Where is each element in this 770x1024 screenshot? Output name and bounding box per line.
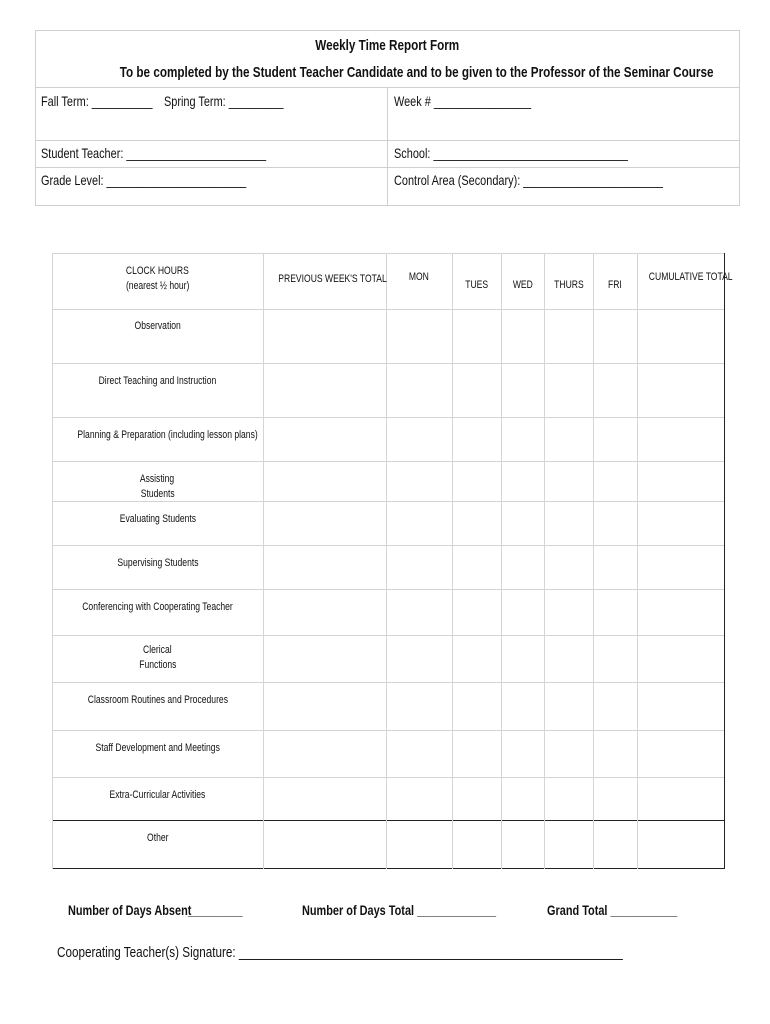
student-teacher-field[interactable]: Student Teacher: _______________________ <box>41 145 267 161</box>
clock-hours-table <box>52 253 733 869</box>
row-label-conferencing: Conferencing with Cooperating Teacher <box>82 601 233 613</box>
row-label-supervising: Supervising Students <box>116 557 199 569</box>
days-absent-label: Number of Days Absent <box>68 902 192 918</box>
table-border-bottom <box>52 868 725 869</box>
row-label-assisting: Assisting Students <box>140 473 175 500</box>
header-mon: MON <box>408 271 430 283</box>
form-title: Weekly Time Report Form <box>315 37 460 54</box>
header-wed: WED <box>512 279 533 291</box>
days-absent-field[interactable]: _________ <box>188 902 243 918</box>
school-field[interactable]: School: ________________________________ <box>394 145 628 161</box>
week-number-field[interactable]: Week # ________________ <box>394 93 532 109</box>
cooperating-teacher-signature-field[interactable]: Cooperating Teacher(s) Signature: ___________________________________________________________ <box>57 944 623 961</box>
row-label-planning: Planning & Preparation (including lesson plans) <box>77 429 258 441</box>
form-subtitle: To be completed by the Student Teacher Candidate and to be given to the Professor of the Seminar Course <box>119 64 714 81</box>
grand-total-field[interactable]: Grand Total ___________ <box>547 902 678 918</box>
row-label-direct-teaching: Direct Teaching and Instruction <box>98 375 217 387</box>
row-label-observation: Observation <box>134 320 181 332</box>
days-total-field[interactable]: Number of Days Total _____________ <box>302 902 497 918</box>
header-clock-hours: CLOCK HOURS (nearest ½ hour) <box>125 265 190 292</box>
header-divider <box>387 88 388 206</box>
spring-term-field[interactable]: Spring Term: _________ <box>164 93 284 109</box>
header-box <box>35 30 740 206</box>
row-label-routines: Classroom Routines and Procedures <box>87 694 228 706</box>
header-thurs: THURS <box>553 279 584 291</box>
control-area-field[interactable]: Control Area (Secondary): _______________________ <box>394 172 663 188</box>
grade-level-field[interactable]: Grade Level: _______________________ <box>41 172 247 188</box>
header-tues: TUES <box>465 279 488 291</box>
header-fri: FRI <box>608 279 622 291</box>
fall-term-field[interactable]: Fall Term: __________ <box>41 93 153 109</box>
row-label-clerical: Clerical Functions <box>138 644 177 671</box>
table-border-top <box>52 253 725 254</box>
header-cumulative: CUMULATIVE TOTAL <box>648 271 733 283</box>
row-label-evaluating: Evaluating Students <box>119 513 196 525</box>
form-title-block <box>36 31 739 88</box>
row-label-extracurricular: Extra-Curricular Activities <box>109 789 206 801</box>
row-label-other: Other <box>146 832 169 844</box>
header-previous-week: PREVIOUS WEEK'S TOTAL <box>278 273 387 285</box>
row-label-staff-development: Staff Development and Meetings <box>95 742 220 754</box>
